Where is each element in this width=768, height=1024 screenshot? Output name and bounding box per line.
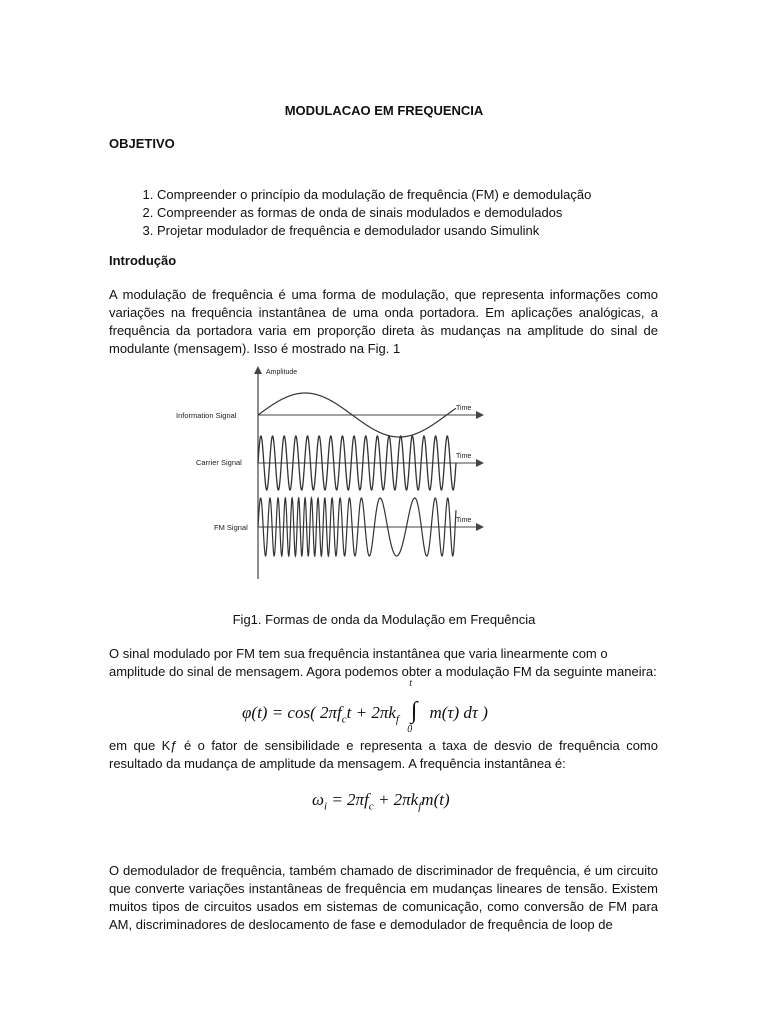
intro-heading: Introdução — [109, 253, 177, 268]
amplitude-label: Amplitude — [266, 369, 298, 376]
information-signal-label: Information Signal — [176, 411, 237, 420]
fm-equation: φ(t) = cos( $2\pi f_ct + 2\pi k_f$ t ∫ 0 m(τ) dτ ) — [242, 678, 488, 735]
time-arrow-icon — [476, 411, 484, 419]
instantaneous-frequency-equation: $\omega_i = 2\pi f_c + 2\pi k_fm(t)$ — [312, 790, 450, 813]
fm-waveform-figure — [170, 364, 510, 582]
time-label: Time — [456, 517, 472, 524]
page-title: MODULACAO EM FREQUENCIA — [284, 103, 484, 118]
carrier-signal-label: Carrier Signal — [196, 458, 242, 467]
demod-paragraph: O demodulador de frequência, também chamado de discriminador de frequência, é um circuito que converte variações instantâneas de frequência em mudanças lineares de tensão. Existem muitos tipos de circuitos usados em sistemas de comunicação, como conversão de FM para AM, discriminadores de deslocamento de fase e demodulador de frequência de loop de — [109, 863, 658, 932]
objectives-list — [109, 186, 707, 240]
kf-paragraph: em que Kƒ é o fator de sensibilidade e representa a taxa de desvio de frequência como resultado da mudança de amplitude da mensagem. A frequência instantânea é: — [109, 738, 658, 771]
list-item: 2. Compreender as formas de onda de sinais modulados e demodulados — [157, 204, 707, 222]
fm-paragraph: O sinal modulado por FM tem sua frequência instantânea que varia linearmente com o amplitude do sinal de mensagem. Agora podemos obter a modulação FM da seguinte maneira: — [109, 646, 657, 679]
time-arrow-icon — [476, 459, 484, 467]
integral-sign: t ∫ 0 — [407, 678, 418, 735]
intro-paragraph: A modulação de frequência é uma forma de modulação, que representa informações como variações na frequência instantânea de uma onda portadora. Em aplicações analógicas, a frequência da portadora varia em proporção direta às mudanças na amplitude do sinal de modulante (mensagem). Isso é mostrado na Fig. 1 — [109, 287, 658, 356]
time-label: Time — [456, 405, 472, 412]
list-item: 1. Compreender o princípio da modulação de frequência (FM) e demodulação — [157, 186, 707, 204]
carrier-signal-wave — [258, 436, 456, 490]
time-label: Time — [456, 453, 472, 460]
amplitude-arrow-icon — [254, 366, 262, 374]
objective-heading: OBJETIVO — [109, 136, 175, 151]
fm-signal-label: FM Signal — [214, 523, 248, 532]
list-item: 3. Projetar modulador de frequência e demodulador usando Simulink — [157, 222, 707, 240]
time-arrow-icon — [476, 523, 484, 531]
figure-caption: Fig1. Formas de onda da Modulação em Frequência — [232, 612, 536, 627]
